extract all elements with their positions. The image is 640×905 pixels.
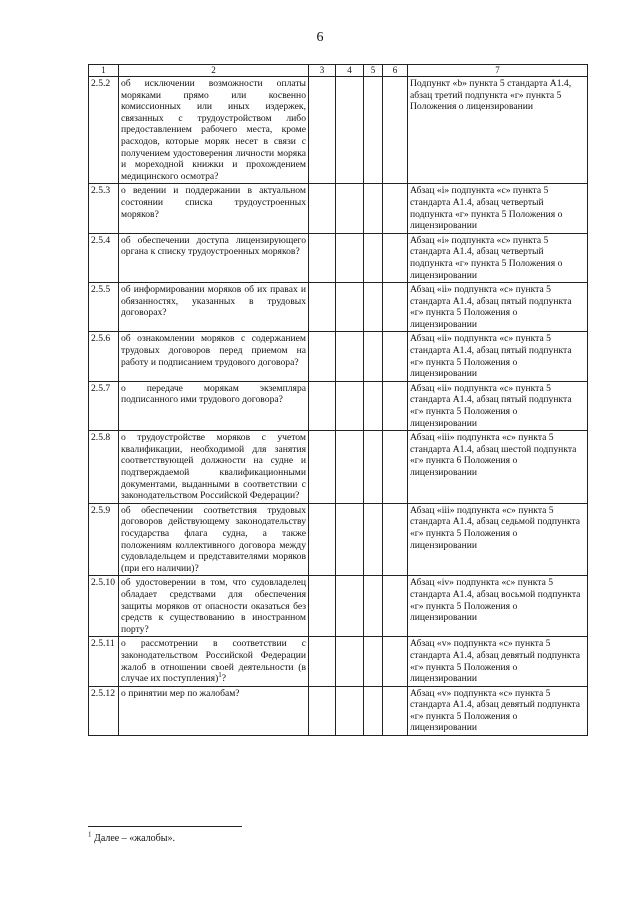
answer-cell [364,637,383,686]
table-row [89,283,588,332]
answer-cell [383,686,408,735]
answer-cell [364,503,383,576]
answer-cell [364,233,383,282]
answer-cell [383,503,408,576]
question-text [119,637,309,686]
answer-cell [309,283,336,332]
table-row [89,233,588,282]
question-text: об обеспечении соответствия трудовых договоров действующему законодательству государства флага судна, а также положениям коллективного договора между судовладельцем и представителями моряков (при его наличии)? [119,503,309,576]
column-header: 1 [89,65,119,77]
answer-cell [364,431,383,504]
item-number: 2.5.11 [89,637,119,686]
answer-cell [336,686,364,735]
answer-cell [383,576,408,637]
answer-cell [309,184,336,233]
legal-reference: Абзац «v» подпункта «c» пункта 5 стандарта А1.4, абзац девятый подпункта «г» пункта 5 Положения о лицензировании [408,686,588,735]
item-number: 2.5.3 [89,184,119,233]
answer-cell [364,576,383,637]
column-header: 2 [119,65,309,77]
answer-cell [383,637,408,686]
answer-cell [309,503,336,576]
table-row [89,637,588,686]
legal-reference: Абзац «ii» подпункта «c» пункта 5 стандарта А1.4, абзац пятый подпункта «г» пункта 5 Положения о лицензировании [408,332,588,381]
question-text: об ознакомлении моряков с содержанием трудовых договоров перед приемом на работу и подписанием трудового договора? [119,332,309,381]
legal-reference: Подпункт «b» пункта 5 стандарта А1.4, абзац третий подпункта «г» пункта 5 Положения о лицензировании [408,77,588,184]
answer-cell [383,332,408,381]
footnote-mark: 1 [88,830,92,839]
answer-cell [364,77,383,184]
legal-reference: Абзац «ii» подпункта «c» пункта 5 стандарта А1.4, абзац пятый подпункта «г» пункта 5 Положения о лицензировании [408,381,588,430]
answer-cell [364,686,383,735]
answer-cell [383,381,408,430]
requirements-table [88,64,588,736]
table-row [89,503,588,576]
table-row [89,576,588,637]
answer-cell [309,576,336,637]
answer-cell [336,332,364,381]
answer-cell [309,686,336,735]
column-header: 3 [309,65,336,77]
answer-cell [336,381,364,430]
column-header: 4 [336,65,364,77]
table-row [89,431,588,504]
answer-cell [383,233,408,282]
item-number: 2.5.7 [89,381,119,430]
answer-cell [309,77,336,184]
table-header-row [89,65,588,77]
answer-cell [309,233,336,282]
footnote-reference: 1 [218,670,222,679]
item-number: 2.5.4 [89,233,119,282]
question-end: ? [221,673,227,685]
answer-cell [309,431,336,504]
legal-reference: Абзац «iii» подпункта «c» пункта 5 стандарта А1.4, абзац шестой подпункта «г» пункта 6 Положения о лицензировании [408,431,588,504]
table-row [89,686,588,735]
question-text: об обеспечении доступа лицензирующего органа к списку трудоустроенных моряков? [119,233,309,282]
legal-reference: Абзац «i» подпункта «c» пункта 5 стандарта А1.4, абзац четвертый подпункта «г» пункта 5 Положения о лицензировании [408,233,588,282]
answer-cell [309,381,336,430]
answer-cell [383,184,408,233]
column-header: 5 [364,65,383,77]
answer-cell [336,184,364,233]
legal-reference: Абзац «iii» подпункта «c» пункта 5 стандарта А1.4, абзац седьмой подпункта «г» пункта 5 Положения о лицензировании [408,503,588,576]
page-number: 6 [316,30,324,45]
answer-cell [336,77,364,184]
answer-cell [336,576,364,637]
answer-cell [383,431,408,504]
item-number: 2.5.9 [89,503,119,576]
item-number: 2.5.5 [89,283,119,332]
answer-cell [364,283,383,332]
item-number: 2.5.2 [89,77,119,184]
answer-cell [309,332,336,381]
answer-cell [336,503,364,576]
item-number: 2.5.12 [89,686,119,735]
item-number: 2.5.10 [89,576,119,637]
question-text: об удостоверении в том, что судовладелец обладает средствами для обеспечения защиты моряков от опасности оказаться без средств к существованию в иностранном порту? [119,576,309,637]
table-row [89,381,588,430]
legal-reference: Абзац «ii» подпункта «c» пункта 5 стандарта А1.4, абзац пятый подпункта «г» пункта 5 Положения о лицензировании [408,283,588,332]
question-body: о рассмотрении в соответствии с законодательством Российской Федерации жалоб в отношении своей деятельности (в случае их поступления) [121,638,306,685]
table-row [89,332,588,381]
table-row [89,77,588,184]
table-row [89,184,588,233]
footnote-text: Далее – «жалобы». [91,833,175,844]
question-text: о принятии мер по жалобам? [119,686,309,735]
legal-reference: Абзац «i» подпункта «c» пункта 5 стандарта А1.4, абзац четвертый подпункта «г» пункта 5 Положения о лицензировании [408,184,588,233]
footnote [88,830,175,844]
answer-cell [364,332,383,381]
answer-cell [364,381,383,430]
column-header: 7 [408,65,588,77]
question-text: о ведении и поддержании в актуальном состоянии списка трудоустроенных моряков? [119,184,309,233]
question-text: о передаче морякам экземпляра подписанного ими трудового договора? [119,381,309,430]
column-header: 6 [383,65,408,77]
footnote-divider [88,826,242,827]
legal-reference: Абзац «v» подпункта «c» пункта 5 стандарта А1.4, абзац девятый подпункта «г» пункта 5 Положения о лицензировании [408,637,588,686]
item-number: 2.5.6 [89,332,119,381]
question-text: об исключении возможности оплаты моряками прямо или косвенно комиссионных или иных издержек, связанных с трудоустройством либо предоставлением рабочего места, кроме расходов, которые моряк несет в связи с получением удостоверения личности моряка и мореходной книжки и прохождением медицинского осмотра? [119,77,309,184]
answer-cell [336,431,364,504]
legal-reference: Абзац «iv» подпункта «c» пункта 5 стандарта А1.4, абзац восьмой подпункта «г» пункта 5 Положения о лицензировании [408,576,588,637]
answer-cell [336,233,364,282]
answer-cell [383,77,408,184]
answer-cell [364,184,383,233]
answer-cell [336,283,364,332]
item-number: 2.5.8 [89,431,119,504]
answer-cell [336,637,364,686]
question-text: об информировании моряков об их правах и обязанностях, указанных в трудовых договорах? [119,283,309,332]
answer-cell [309,637,336,686]
answer-cell [383,283,408,332]
question-text: о трудоустройстве моряков с учетом квалификации, необходимой для занятия соответствующей должности на судне и подтверждаемой квалификационными документами, выданными в соответствии с законодательством Российской Федерации? [119,431,309,504]
